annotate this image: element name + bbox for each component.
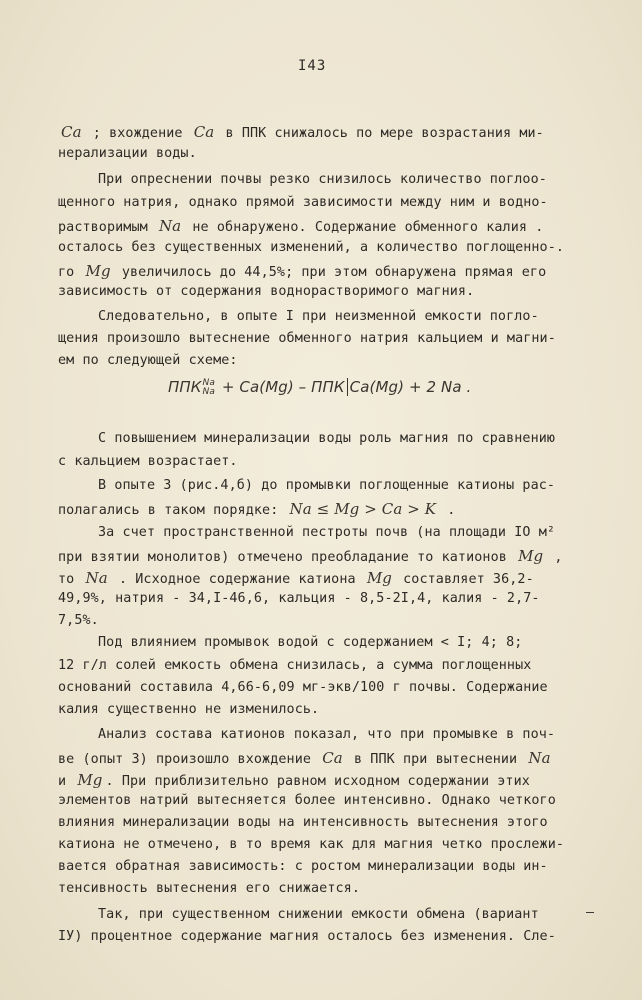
- formula-sup: Na: [202, 377, 215, 388]
- text-run: . При приблизительно равном исходном содержании этих: [105, 774, 530, 789]
- text-line: [58, 195, 548, 210]
- text-line: [58, 613, 99, 628]
- text-run: при взятии монолитов) отмечено преобладание то катионов: [58, 550, 516, 565]
- text-line: [98, 309, 539, 324]
- text-run: ем по следующей схеме:: [58, 353, 238, 368]
- text-line: [58, 815, 548, 830]
- margin-dash: –: [586, 905, 595, 920]
- handwritten-symbol: Mg: [518, 547, 544, 565]
- text-run: осталось без существенных изменений, а количество поглощенно-.: [58, 240, 565, 255]
- text-run: влияния минерализации воды на интенсивность вытеснения этого: [58, 815, 548, 830]
- text-line: [58, 658, 531, 673]
- text-line: [58, 569, 534, 587]
- handwritten-symbol: Ca: [322, 749, 343, 767]
- text-run: полагались в таком порядке:: [58, 503, 287, 518]
- text-run: За счет пространственной пестроты почв (на площади IO м²: [98, 525, 556, 540]
- text-run: С повышением минерализации воды роль магния по сравнению: [98, 431, 556, 446]
- text-line: [58, 262, 546, 280]
- text-run: Анализ состава катионов показал, что при промывке в поч-: [98, 727, 556, 742]
- text-line: [58, 217, 543, 235]
- text-run: в ППК снижалось по мере возрастания ми-: [217, 126, 544, 141]
- text-run: IУ) процентное содержание магния осталось без изменения. Сле-: [58, 929, 556, 944]
- text-run: ; вхождение: [84, 126, 191, 141]
- text-run: растворимым: [58, 220, 156, 235]
- text-run: в ППК при вытеснении: [345, 752, 526, 767]
- text-run: составляет 36,2-: [394, 572, 534, 587]
- exchange-formula: [168, 378, 471, 397]
- handwritten-symbol: Na: [85, 569, 108, 587]
- page-number: I43: [298, 58, 327, 74]
- handwritten-symbol: Ca: [61, 123, 82, 141]
- text-run: Так, при существенном снижении емкости обмена (вариант: [98, 907, 539, 922]
- text-line: [58, 591, 540, 606]
- text-run: то: [58, 572, 83, 587]
- text-line: [98, 907, 539, 922]
- text-line: [58, 859, 548, 874]
- formula-lhs: ППК: [168, 378, 202, 396]
- handwritten-symbol: Na: [528, 749, 551, 767]
- handwritten-symbol: Ca: [193, 123, 215, 141]
- handwritten-symbol: Na: [158, 217, 182, 235]
- text-run: зависимость от содержания воднорастворимого магния.: [58, 284, 475, 299]
- text-run: Под влиянием промывок водой с содержанием < I; 4; 8;: [98, 635, 523, 650]
- text-run: .: [439, 503, 456, 518]
- text-line: [58, 881, 360, 896]
- handwritten-symbol: Mg: [85, 262, 111, 280]
- text-line: [98, 525, 555, 540]
- text-run: Следовательно, в опыте I при неизменной емкости поглo-: [98, 309, 539, 324]
- text-run: и: [58, 774, 75, 789]
- handwritten-symbol: Mg: [366, 569, 392, 587]
- text-run: катиона не отмечено, в то время как для магния четко прослежи-: [58, 837, 565, 852]
- handwritten-symbol: Na ≤ Mg > Ca > K: [289, 500, 437, 518]
- text-line: [98, 172, 547, 187]
- formula-sub: Na: [202, 386, 215, 397]
- text-run: . Исходное содержание катиона: [110, 572, 364, 587]
- text-run: ве (опыт 3) произошло вхождение: [58, 752, 320, 767]
- text-line: [98, 727, 555, 742]
- text-line: [58, 123, 544, 141]
- text-line: [98, 478, 555, 493]
- text-run: элементов натрий вытесняется более интенсивно. Однако четкого: [58, 793, 556, 808]
- text-line: [58, 454, 238, 469]
- text-line: [58, 702, 319, 717]
- text-line: [58, 146, 197, 161]
- text-line: [58, 771, 530, 789]
- text-line: [58, 353, 238, 368]
- text-run: 7,5%.: [58, 613, 99, 628]
- text-line: [58, 680, 548, 695]
- text-run: го: [58, 265, 83, 280]
- text-run: с кальцием возрастает.: [58, 454, 238, 469]
- text-run: вается обратная зависимость: с ростом минерализации воды ин-: [58, 859, 548, 874]
- handwritten-symbol: Mg: [77, 771, 103, 789]
- text-line: [58, 793, 556, 808]
- text-run: 12 г/л солей емкость обмена снизилась, а сумма поглощенных: [58, 658, 532, 673]
- text-run: калия существенно не изменилось.: [58, 702, 320, 717]
- text-run: нерализации воды.: [58, 146, 197, 161]
- text-line: [58, 929, 556, 944]
- text-line: [58, 240, 564, 255]
- text-run: В опыте 3 (рис.4,б) до промывки поглощенные катионы рас-: [98, 478, 556, 493]
- text-run: оснований составила 4,66-6,09 мг-экв/100 г почвы. Содержание: [58, 680, 548, 695]
- text-line: [58, 284, 474, 299]
- text-run: щения произошло вытеснение обменного натрия кальцием и магни-: [58, 331, 556, 346]
- text-run: 49,9%, натрия - 34,I-46,6, кальция - 8,5-2I,4, калия - 2,7-: [58, 591, 540, 606]
- text-line: [58, 547, 563, 565]
- text-line: [98, 635, 522, 650]
- text-line: [98, 431, 555, 446]
- text-run: щенного натрия, однако прямой зависимости между ним и водно-: [58, 195, 548, 210]
- text-line: [58, 500, 455, 518]
- text-run: не обнаружено. Содержание обменного калия .: [184, 220, 544, 235]
- formula-rhs: Ca(Mg) + 2 Na .: [347, 378, 472, 396]
- text-run: тенсивность вытеснения его снижается.: [58, 881, 360, 896]
- text-run: При опреснении почвы резко снизилось количество поглоo-: [98, 172, 547, 187]
- text-line: [58, 837, 564, 852]
- text-run: увеличилось до 44,5%; при этом обнаружена прямая его: [113, 265, 547, 280]
- text-run: ,: [546, 550, 563, 565]
- text-line: [58, 749, 554, 767]
- text-line: [58, 331, 556, 346]
- formula-mid: + Ca(Mg) – ППК: [221, 378, 345, 396]
